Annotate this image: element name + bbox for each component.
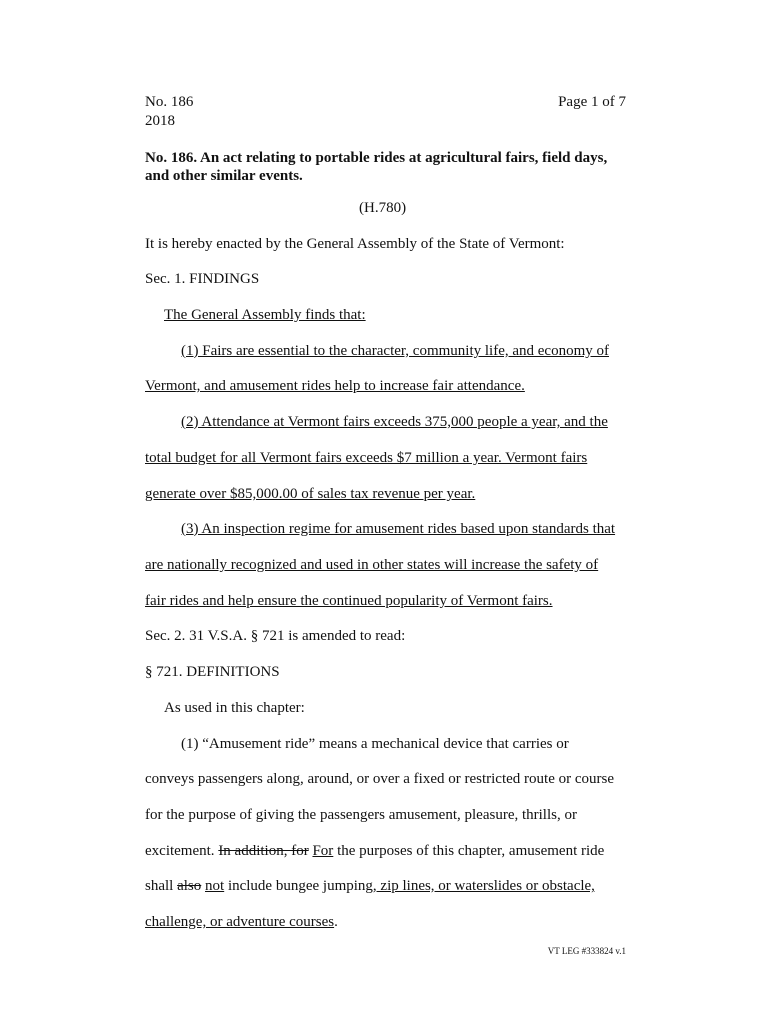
inserted-text: , zip lines, or waterslides or obstacle,: [372, 878, 595, 894]
bill-number: (H.780): [359, 200, 407, 216]
definition-1-line-5: [145, 877, 595, 895]
inserted-text: For: [312, 843, 334, 859]
section-721-title: § 721. DEFINITIONS: [145, 664, 280, 680]
finding-1-line-1: (1) Fairs are essential to the character, community life, and economy of: [181, 343, 609, 359]
finding-2-line-3: generate over $85,000.00 of sales tax revenue per year.: [145, 486, 476, 502]
definition-1-line-1: (1) “Amusement ride” means a mechanical device that carries or: [181, 736, 569, 752]
act-title-line-1: No. 186. An act relating to portable rides at agricultural fairs, field days,: [145, 150, 608, 166]
sec1-heading: Sec. 1. FINDINGS: [145, 271, 260, 287]
plain-text: .: [334, 914, 338, 930]
document-id-footer: VT LEG #333824 v.1: [547, 946, 626, 956]
definition-1-line-4: [145, 842, 604, 860]
inserted-text: challenge, or adventure courses: [145, 914, 335, 930]
plain-text: shall: [145, 878, 178, 894]
finding-3-line-2: are nationally recognized and used in other states will increase the safety of: [145, 557, 599, 573]
sec1-intro: The General Assembly finds that:: [164, 307, 366, 323]
struck-text: In addition, for: [218, 843, 309, 859]
sec2-heading: Sec. 2. 31 V.S.A. § 721 is amended to read:: [145, 628, 406, 644]
inserted-text: not: [205, 878, 225, 894]
finding-2-line-2: total budget for all Vermont fairs exceeds $7 million a year. Vermont fairs: [145, 450, 588, 466]
page-indicator: Page 1 of 7: [558, 94, 626, 110]
definition-1-line-6: [145, 913, 338, 931]
struck-text: also: [177, 878, 202, 894]
finding-3-line-1: (3) An inspection regime for amusement rides based upon standards that: [181, 521, 616, 537]
finding-1-line-2: Vermont, and amusement rides help to increase fair attendance.: [145, 378, 525, 394]
act-number: No. 186: [145, 94, 194, 110]
plain-text: excitement.: [145, 843, 219, 859]
finding-3-line-3: fair rides and help ensure the continued popularity of Vermont fairs.: [145, 593, 553, 609]
act-title-line-2: and other similar events.: [145, 168, 303, 184]
sec2-intro: As used in this chapter:: [164, 700, 305, 716]
act-year: 2018: [145, 113, 175, 129]
plain-text: include bungee jumping: [224, 878, 373, 894]
definition-1-line-2: conveys passengers along, around, or over a fixed or restricted route or course: [145, 771, 614, 787]
definition-1-line-3: for the purpose of giving the passengers amusement, pleasure, thrills, or: [145, 807, 577, 823]
plain-text: the purposes of this chapter, amusement ride: [333, 843, 605, 859]
finding-2-line-1: (2) Attendance at Vermont fairs exceeds 375,000 people a year, and the: [181, 414, 608, 430]
enacting-clause: It is hereby enacted by the General Assembly of the State of Vermont:: [145, 236, 565, 252]
